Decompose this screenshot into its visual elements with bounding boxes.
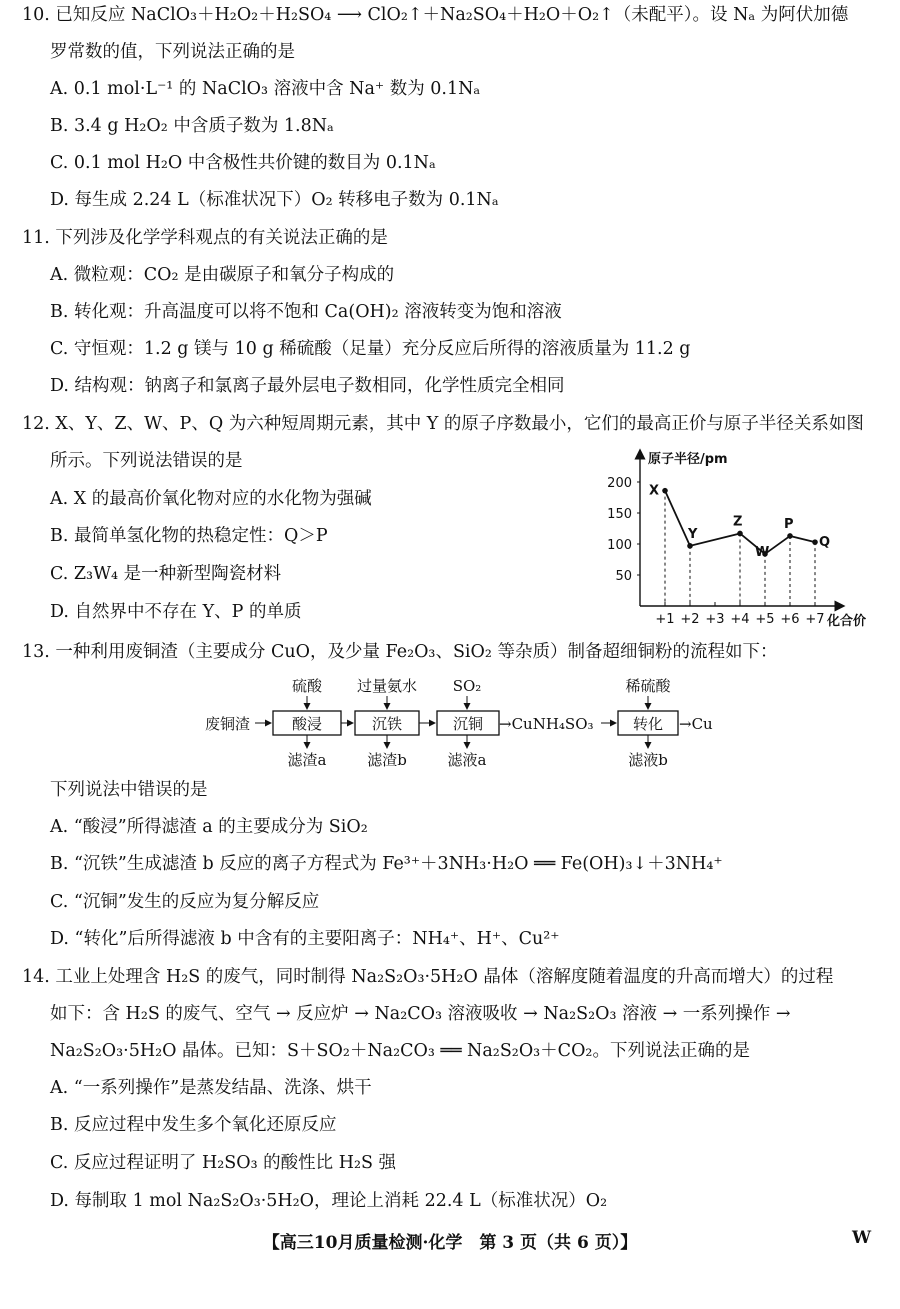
paper-code: W [852,1228,872,1248]
q13-option-a: A. “酸浸”所得滤渣 a 的主要成分为 SiO₂ [50,817,368,837]
flow-step: 酸浸 [291,715,323,733]
flow-reagent: 过量氨水 [356,677,418,695]
q11-stem: 11. 下列涉及化学学科观点的有关说法正确的是 [22,228,388,248]
data-point [812,539,818,545]
page-footer: 【高三10月质量检测·化学 第 3 页（共 6 页）】 [262,1233,638,1253]
flow-residue: 滤液a [447,751,487,768]
point-label: W [755,544,770,560]
point-label: Z [733,514,743,530]
q12-option-d: D. 自然界中不存在 Y、P 的单质 [50,602,302,622]
flow-reagent: 硫酸 [291,677,323,695]
flow-residue: 滤液b [628,751,668,768]
x-tick-label: +7 [805,612,825,627]
point-label: Q [819,535,831,551]
flow-reagent: SO₂ [452,677,482,695]
data-point [737,531,743,537]
q13-option-b: B. “沉铁”生成滤渣 b 反应的离子方程式为 Fe³⁺＋3NH₃·H₂O ══ Fe(OH)₃↓＋3NH₄⁺ [50,854,723,874]
q13-prompt: 下列说法中错误的是 [50,780,208,800]
point-label: P [784,516,794,532]
x-tick-label: +1 [655,612,675,627]
q11-option-a: A. 微粒观：CO₂ 是由碳原子和氧分子构成的 [50,265,395,285]
q10-stem-line2: 罗常数的值，下列说法正确的是 [50,42,295,62]
q14-stem-line1: 14. 工业上处理含 H₂S 的废气，同时制得 Na₂S₂O₃·5H₂O 晶体（溶解度随着温度的升高而增大）的过程 [22,967,834,987]
y-tick-label: 150 [607,507,632,522]
flow-product: →Cu [679,715,713,733]
q13-stem: 13. 一种利用废铜渣（主要成分 CuO，及少量 Fe₂O₃、SiO₂ 等杂质）制备超细铜粉的流程如下： [22,642,778,662]
q10-option-b: B. 3.4 g H₂O₂ 中含质子数为 1.8Nₐ [50,116,334,136]
q14-option-c: C. 反应过程证明了 H₂SO₃ 的酸性比 H₂S 强 [50,1153,397,1173]
x-tick-label: +3 [705,612,725,627]
q12-stem-line1: 12. X、Y、Z、W、P、Q 为六种短周期元素，其中 Y 的原子序数最小，它们的最高正价与原子半径关系如图 [22,414,864,434]
q11-option-b: B. 转化观：升高温度可以将不饱和 Ca(OH)₂ 溶液转变为饱和溶液 [50,302,562,322]
y-tick-label: 100 [607,538,632,553]
q14-option-a: A. “一系列操作”是蒸发结晶、洗涤、烘干 [50,1078,372,1098]
q10-option-d: D. 每生成 2.24 L（标准状况下）O₂ 转移电子数为 0.1Nₐ [50,190,499,210]
x-tick-label: +2 [680,612,700,627]
y-tick-label: 50 [615,569,632,584]
data-point [687,543,693,549]
x-tick-label: +5 [755,612,775,627]
q13-option-d: D. “转化”后所得滤液 b 中含有的主要阳离子：NH₄⁺、H⁺、Cu²⁺ [50,929,560,949]
flow-step: 沉铜 [452,715,484,733]
y-axis-label: 原子半径/pm [648,452,728,467]
flow-start: 废铜渣 [205,715,251,733]
q11-option-d: D. 结构观：钠离子和氯离子最外层电子数相同，化学性质完全相同 [50,376,565,396]
q11-option-c: C. 守恒观：1.2 g 镁与 10 g 稀硫酸（足量）充分反应后所得的溶液质量为 11.2 g [50,339,691,359]
flow-intermediate: →CuNH₄SO₃ [499,715,594,733]
data-point [787,533,793,539]
q10-option-a: A. 0.1 mol·L⁻¹ 的 NaClO₃ 溶液中含 Na⁺ 数为 0.1Nₐ [50,79,481,99]
point-label: X [649,483,660,499]
process-flow-diagram [195,676,755,768]
flow-residue: 滤渣a [287,751,327,768]
q12-option-b: B. 最简单氢化物的热稳定性：Q＞P [50,526,328,546]
q13-option-c: C. “沉铜”发生的反应为复分解反应 [50,892,320,912]
x-tick-label: +4 [730,612,750,627]
flow-reagent: 稀硫酸 [625,677,671,695]
x-tick-label: +6 [780,612,800,627]
q14-stem-line3: Na₂S₂O₃·5H₂O 晶体。已知：S＋SO₂＋Na₂CO₃ ══ Na₂S₂O₃＋CO₂。下列说法正确的是 [50,1041,750,1061]
q12-option-c: C. Z₃W₄ 是一种新型陶瓷材料 [50,564,282,584]
x-axis-label: 化合价 [827,614,867,629]
flow-step: 沉铁 [371,715,403,733]
q14-option-b: B. 反应过程中发生多个氧化还原反应 [50,1115,337,1135]
q12-option-a: A. X 的最高价氧化物对应的水化物为强碱 [50,489,372,509]
q12-stem-line2: 所示。下列说法错误的是 [50,451,243,471]
q10-stem-line1: 10. 已知反应 NaClO₃＋H₂O₂＋H₂SO₄ ⟶ ClO₂↑＋Na₂SO₄＋H₂O＋O₂↑（未配平）。设 Nₐ 为阿伏加德 [22,5,849,25]
point-label: Y [688,526,698,542]
q10-option-c: C. 0.1 mol H₂O 中含极性共价键的数目为 0.1Nₐ [50,153,436,173]
q14-stem-line2: 如下：含 H₂S 的废气、空气 → 反应炉 → Na₂CO₃ 溶液吸收 → Na₂S₂O₃ 溶液 → 一系列操作 → [50,1004,791,1024]
y-tick-label: 200 [607,476,632,491]
flow-residue: 滤渣b [367,751,407,768]
q14-option-d: D. 每制取 1 mol Na₂S₂O₃·5H₂O，理论上消耗 22.4 L（标准状况）O₂ [50,1191,608,1211]
data-point [662,488,668,494]
flow-step: 转化 [632,715,664,733]
radius-valence-chart [590,448,880,630]
